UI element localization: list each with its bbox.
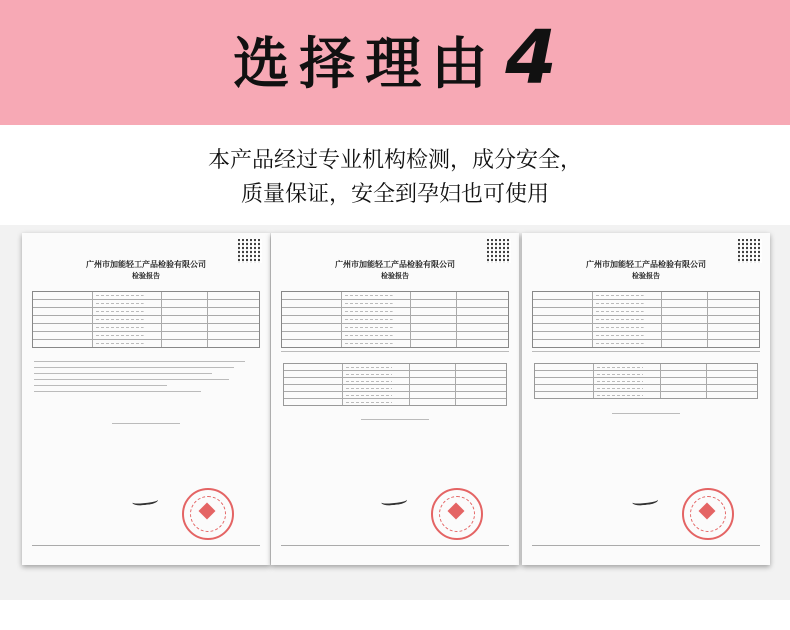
report-organization: 广州市加能轻工产品检验有限公司 [586, 260, 706, 269]
report-subtitle: 检验报告 [381, 272, 409, 280]
banner-title-text: 选择理由 [233, 32, 498, 97]
report-footer [532, 545, 760, 546]
report-info-table [32, 291, 260, 348]
report-body-text [34, 361, 256, 397]
description-line-2: 质量保证，安全到孕妇也可使用 [240, 182, 549, 207]
report-info-table [281, 291, 509, 348]
report-footer [281, 545, 509, 546]
test-report-3 [522, 233, 770, 565]
description-line-1: 本产品经过专业机构检测，成分安全， [207, 148, 582, 173]
report-organization: 广州市加能轻工产品检验有限公司 [335, 260, 455, 269]
test-report-2 [271, 233, 519, 565]
official-seal-stamp [431, 488, 483, 540]
test-report-1 [22, 233, 270, 565]
report-subtitle: 检验报告 [632, 272, 660, 280]
official-seal-stamp [682, 488, 734, 540]
official-seal-stamp [182, 488, 234, 540]
report-organization: 广州市加能轻工产品检验有限公司 [86, 260, 206, 269]
report-subtitle: 检验报告 [132, 272, 160, 280]
report-results-table [534, 363, 758, 399]
header-banner [0, 0, 790, 125]
report-info-table [532, 291, 760, 348]
report-footer [32, 545, 260, 546]
banner-title [0, 15, 790, 101]
signature [132, 494, 159, 507]
signature [381, 494, 408, 507]
banner-title-number: 4 [505, 15, 557, 101]
signature [632, 494, 659, 507]
report-results-table [283, 363, 507, 406]
